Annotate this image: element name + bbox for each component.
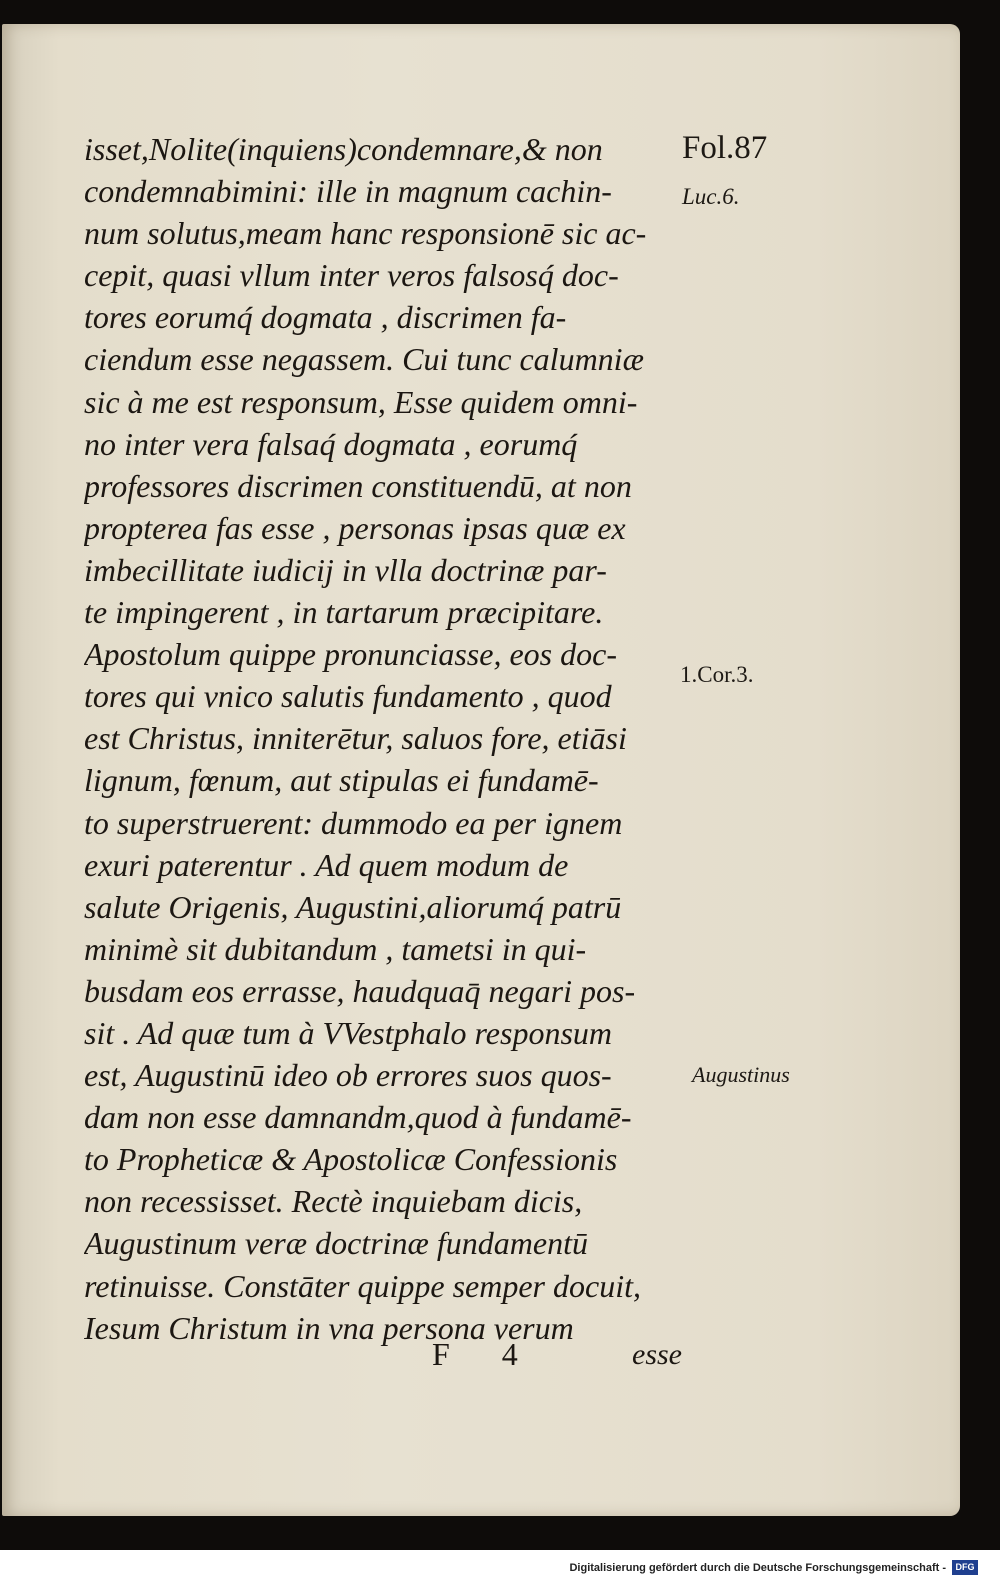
text-line-28: retinuisse. Constāter quippe semper docuit, <box>84 1267 641 1304</box>
text-line-21: busdam eos errasse, haudquaq̄ negari pos- <box>84 972 636 1009</box>
text-line-8: no inter vera falsaq́ dogmata , eorumq́ <box>84 425 578 462</box>
text-line-19: salute Origenis, Augustini,aliorumq́ patrū <box>84 888 622 925</box>
marginal-note-cor: 1.Cor.3. <box>680 662 754 687</box>
text-line-9: professores discrimen constituendū, at non <box>84 467 632 504</box>
text-line-10: propterea fas esse , personas ipsas quæ ex <box>84 509 626 546</box>
text-line-22: sit . Ad quæ tum à VVestphalo responsum <box>84 1014 613 1051</box>
funding-credit: Digitalisierung gefördert durch die Deutsche Forschungsgemeinschaft - <box>569 1562 946 1574</box>
text-line-3: num solutus,meam hanc responsionē sic ac- <box>84 215 647 252</box>
text-line-11: imbecillitate iudicij in vlla doctrinæ par- <box>84 551 607 588</box>
body-text <box>84 128 694 1349</box>
folio-number: Fol.87 <box>682 130 768 166</box>
text-line-5: tores eorumq́ dogmata , discrimen fa- <box>84 299 567 336</box>
text-line-1: isset,Nolite(inquiens)condemnare,& non <box>84 131 603 167</box>
text-line-13: Apostolum quippe pronunciasse, eos doc- <box>84 636 617 673</box>
dfg-logo-icon: DFG <box>952 1560 978 1575</box>
text-line-23: est, Augustinū ideo ob errores suos quos- <box>84 1057 612 1094</box>
text-line-26: non recessisset. Rectè inquiebam dicis, <box>84 1183 583 1220</box>
text-line-17: to superstruerent: dummodo ea per ignem <box>84 804 623 841</box>
text-line-20: minimè sit dubitandum , tametsi in qui- <box>84 930 587 967</box>
marginal-note-luc: Luc.6. <box>682 184 740 209</box>
text-line-6: ciendum esse negassem. Cui tunc calumniæ <box>84 341 644 378</box>
text-line-15: est Christus, inniterētur, saluos fore, etiāsi <box>84 720 627 757</box>
text-line-24: dam non esse damnandm,quod à fundamē- <box>84 1099 632 1136</box>
text-line-14: tores qui vnico salutis fundamento , quod <box>84 678 612 715</box>
marginal-note-augustinus: Augustinus <box>692 1062 790 1087</box>
text-line-27: Augustinum veræ doctrinæ fundamentū <box>84 1225 588 1262</box>
text-line-18: exuri paterentur . Ad quem modum de <box>84 846 569 883</box>
signature-mark: F 4 <box>432 1336 540 1372</box>
footer-bar <box>0 1550 1000 1589</box>
text-line-7: sic à me est responsum, Esse quidem omni- <box>84 383 638 420</box>
text-line-29: Iesum Christum in vna persona verum <box>84 1309 574 1346</box>
text-line-16: lignum, fœnum, aut stipulas ei fundamē- <box>84 762 599 799</box>
text-line-12: te impingerent , in tartarum præcipitare. <box>84 594 604 631</box>
text-line-4: cepit, quasi vllum inter veros falsosq́ doc- <box>84 257 619 294</box>
catchword: esse <box>632 1338 682 1371</box>
text-line-25: to Propheticæ & Apostolicæ Confessionis <box>84 1141 618 1178</box>
book-page <box>2 24 960 1516</box>
text-line-2: condemnabimini: ille in magnum cachin- <box>84 173 612 210</box>
